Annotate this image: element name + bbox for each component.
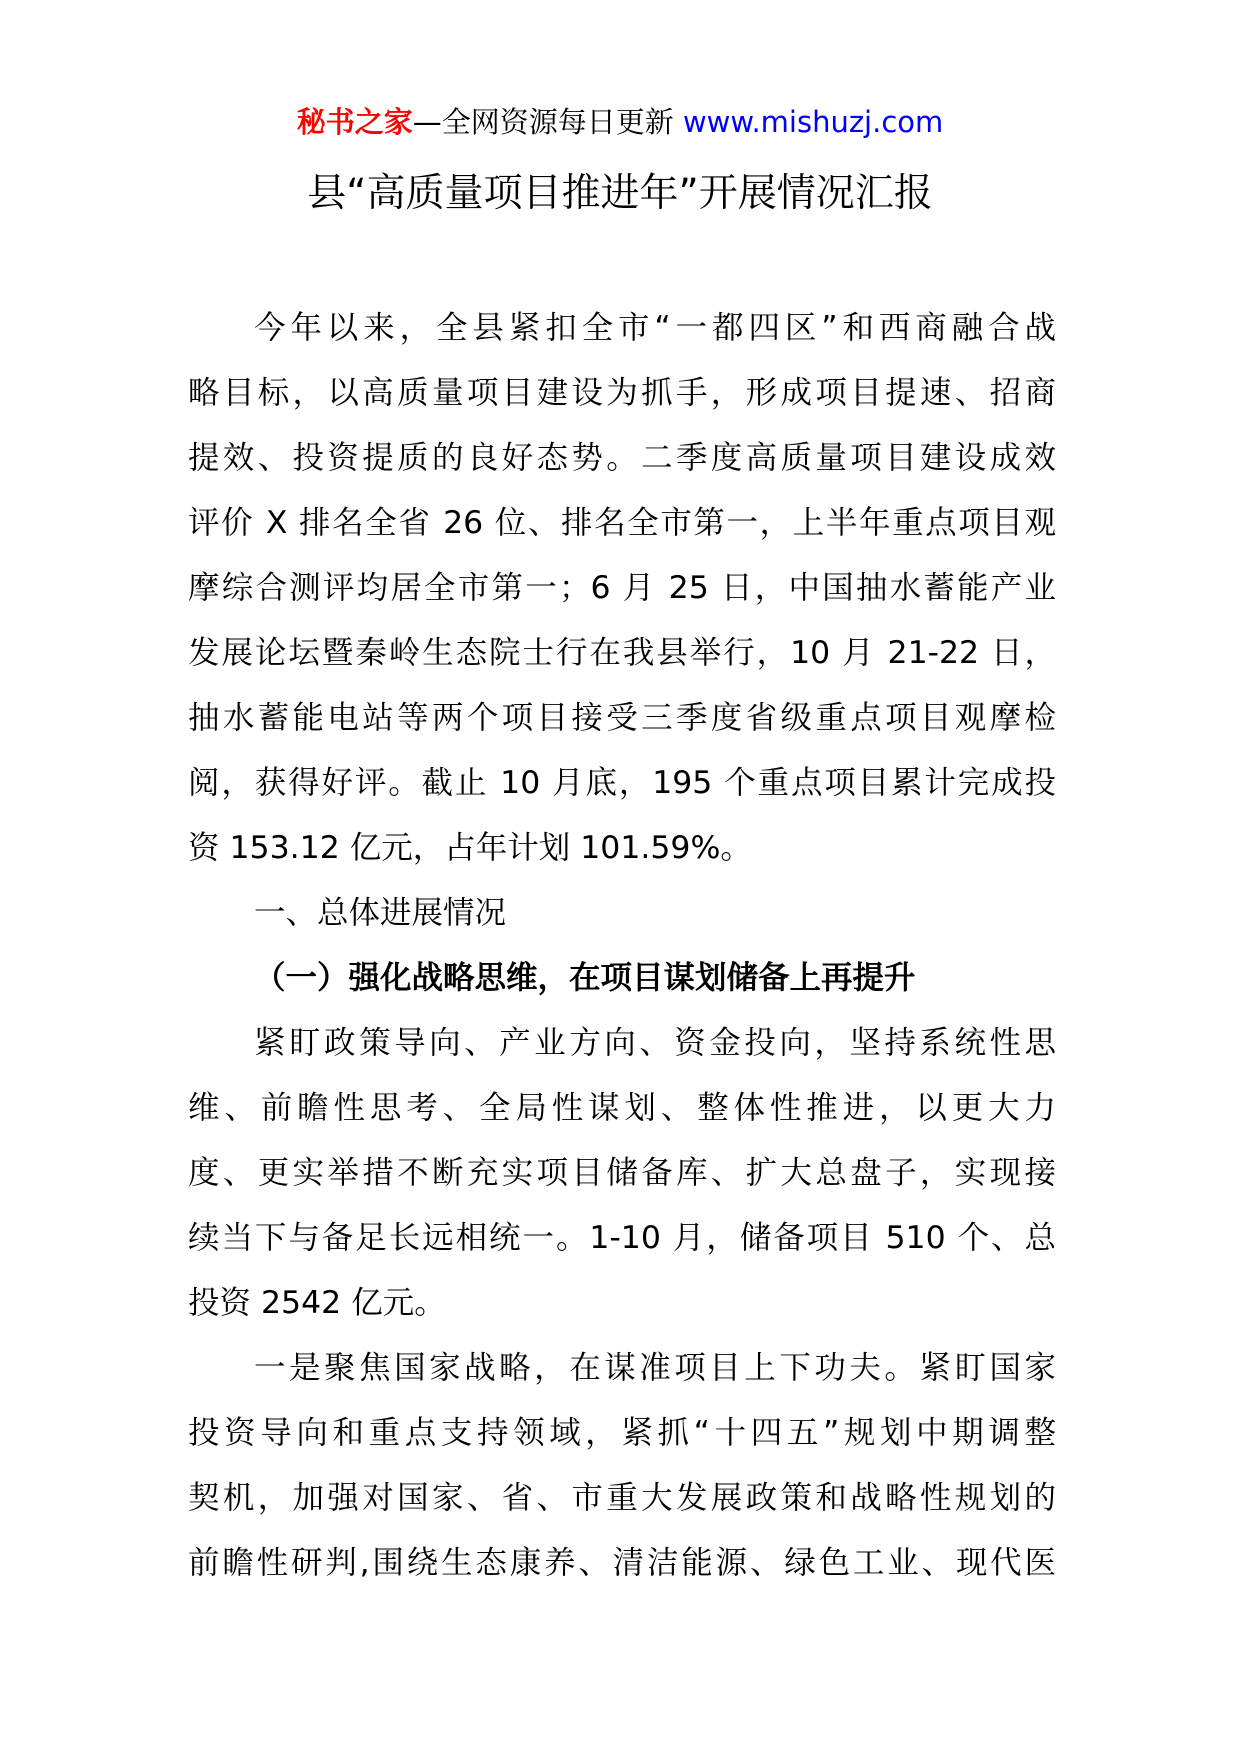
paragraph-line: 略目标，以高质量项目建设为抓手，形成项目提速、招商 <box>188 375 1056 411</box>
paragraph-line: 维、前瞻性思考、全局性谋划、整体性推进，以更大力 <box>188 1090 1056 1126</box>
document-title: 县“高质量项目推进年”开展情况汇报 <box>307 171 933 216</box>
site-url-link[interactable]: www.mishuzj.com <box>682 105 944 139</box>
paragraph-line: 提效、投资提质的良好态势。二季度高质量项目建设成效 <box>188 440 1056 476</box>
section-heading: 一、总体进展情况 <box>254 895 507 931</box>
paragraph-line: 评价 X 排名全省 26 位、排名全市第一，上半年重点项目观 <box>188 505 1056 541</box>
paragraph-line: 资 153.12 亿元，占年计划 101.59%。 <box>188 830 752 866</box>
site-name: 秘书之家 <box>296 105 413 139</box>
paragraph-line: 前瞻性研判,围绕生态康养、清洁能源、绿色工业、现代医 <box>188 1545 1056 1581</box>
paragraph-line: 今年以来，全县紧扣全市“一都四区”和西商融合战 <box>254 310 1056 346</box>
subsection-heading: （一）强化战略思维，在项目谋划储备上再提升 <box>254 960 916 996</box>
paragraph-line: 契机，加强对国家、省、市重大发展政策和战略性规划的 <box>188 1480 1056 1516</box>
paragraph-line: 度、更实举措不断充实项目储备库、扩大总盘子，实现接 <box>188 1155 1056 1191</box>
document-body <box>188 296 1056 1596</box>
paragraph-line: 阅，获得好评。截止 10 月底，195 个重点项目累计完成投 <box>188 765 1056 801</box>
paragraph-line: 投资 2542 亿元。 <box>188 1285 446 1321</box>
site-banner <box>0 102 1240 142</box>
paragraph-line: 摩综合测评均居全市第一；6 月 25 日，中国抽水蓄能产业 <box>188 570 1056 606</box>
paragraph-line: 投资导向和重点支持领域，紧抓“十四五”规划中期调整 <box>188 1415 1056 1451</box>
paragraph-line: 续当下与备足长远相统一。1-10 月，储备项目 510 个、总 <box>188 1220 1056 1256</box>
paragraph-line: 抽水蓄能电站等两个项目接受三季度省级重点项目观摩检 <box>188 700 1056 736</box>
paragraph-line: 发展论坛暨秦岭生态院士行在我县举行，10 月 21-22 日， <box>188 635 1056 671</box>
paragraph-line: 紧盯政策导向、产业方向、资金投向，坚持系统性思 <box>254 1025 1056 1061</box>
site-tagline: —全网资源每日更新 <box>412 105 683 139</box>
paragraph-line: 一是聚焦国家战略，在谋准项目上下功夫。紧盯国家 <box>254 1350 1056 1386</box>
